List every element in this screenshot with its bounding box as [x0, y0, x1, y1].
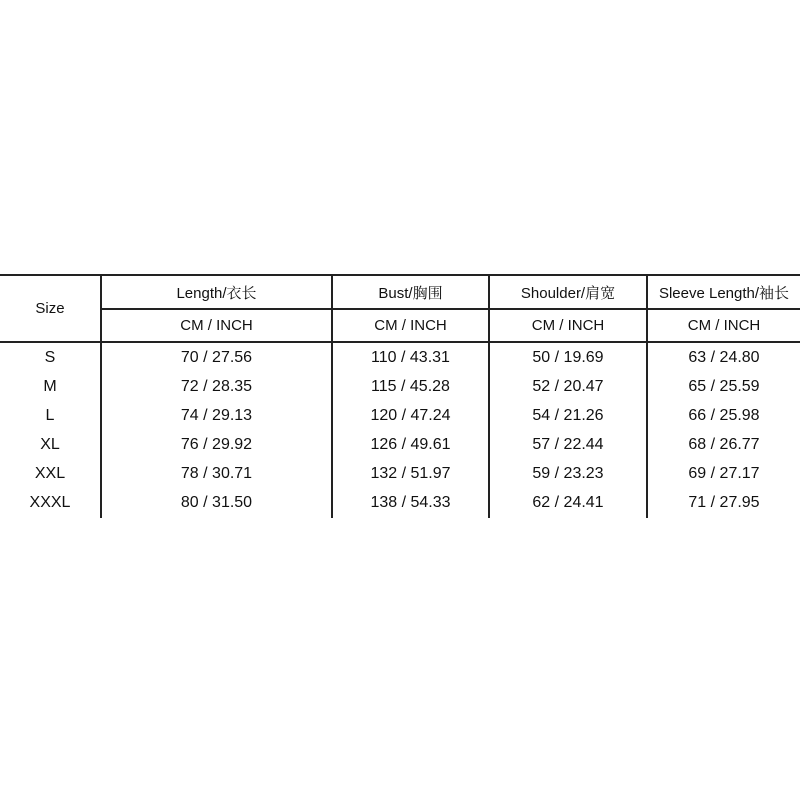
unit-label-shoulder: CM / INCH: [489, 309, 647, 342]
table-row: [0, 401, 800, 430]
size-column-header: Size: [0, 275, 101, 342]
column-header-bust: Bust/胸围: [332, 275, 489, 309]
length-value: 76 / 29.92: [101, 430, 332, 459]
shoulder-value: 50 / 19.69: [489, 342, 647, 372]
header-row: [0, 275, 800, 309]
length-value: 78 / 30.71: [101, 459, 332, 488]
table-row: [0, 430, 800, 459]
unit-label-length: CM / INCH: [101, 309, 332, 342]
bust-value: 126 / 49.61: [332, 430, 489, 459]
table-row: [0, 459, 800, 488]
length-value: 80 / 31.50: [101, 488, 332, 518]
shoulder-value: 57 / 22.44: [489, 430, 647, 459]
shoulder-value: 62 / 24.41: [489, 488, 647, 518]
size-label: XXXL: [29, 494, 71, 511]
bust-value: 120 / 47.24: [332, 401, 489, 430]
sleeve-length-value: 71 / 27.95: [647, 488, 800, 518]
unit-row: [0, 309, 800, 342]
length-value: 70 / 27.56: [101, 342, 332, 372]
table-row: [0, 342, 800, 372]
sleeve-length-value: 66 / 25.98: [647, 401, 800, 430]
size-label: XXL: [34, 464, 66, 482]
bust-value: 110 / 43.31: [332, 342, 489, 372]
sleeve-length-value: 69 / 27.17: [647, 459, 800, 488]
size-label: M: [43, 377, 57, 395]
size-label: S: [44, 348, 56, 366]
column-header-shoulder: Shoulder/肩宽: [489, 275, 647, 309]
size-label: L: [45, 406, 55, 424]
table-row: [0, 488, 800, 518]
sleeve-length-value: 68 / 26.77: [647, 430, 800, 459]
shoulder-value: 59 / 23.23: [489, 459, 647, 488]
size-table: [0, 274, 800, 518]
column-header-length: Length/衣长: [101, 275, 332, 309]
bust-value: 115 / 45.28: [332, 372, 489, 401]
sleeve-length-value: 65 / 25.59: [647, 372, 800, 401]
size-label: XL: [40, 435, 60, 453]
unit-label-sleeve-length: CM / INCH: [647, 309, 800, 342]
shoulder-value: 54 / 21.26: [489, 401, 647, 430]
length-value: 74 / 29.13: [101, 401, 332, 430]
column-header-sleeve-length: Sleeve Length/袖长: [647, 275, 800, 309]
sleeve-length-value: 63 / 24.80: [647, 342, 800, 372]
bust-value: 132 / 51.97: [332, 459, 489, 488]
shoulder-value: 52 / 20.47: [489, 372, 647, 401]
unit-label-bust: CM / INCH: [332, 309, 489, 342]
size-chart: [0, 274, 800, 518]
bust-value: 138 / 54.33: [332, 488, 489, 518]
length-value: 72 / 28.35: [101, 372, 332, 401]
table-row: [0, 372, 800, 401]
